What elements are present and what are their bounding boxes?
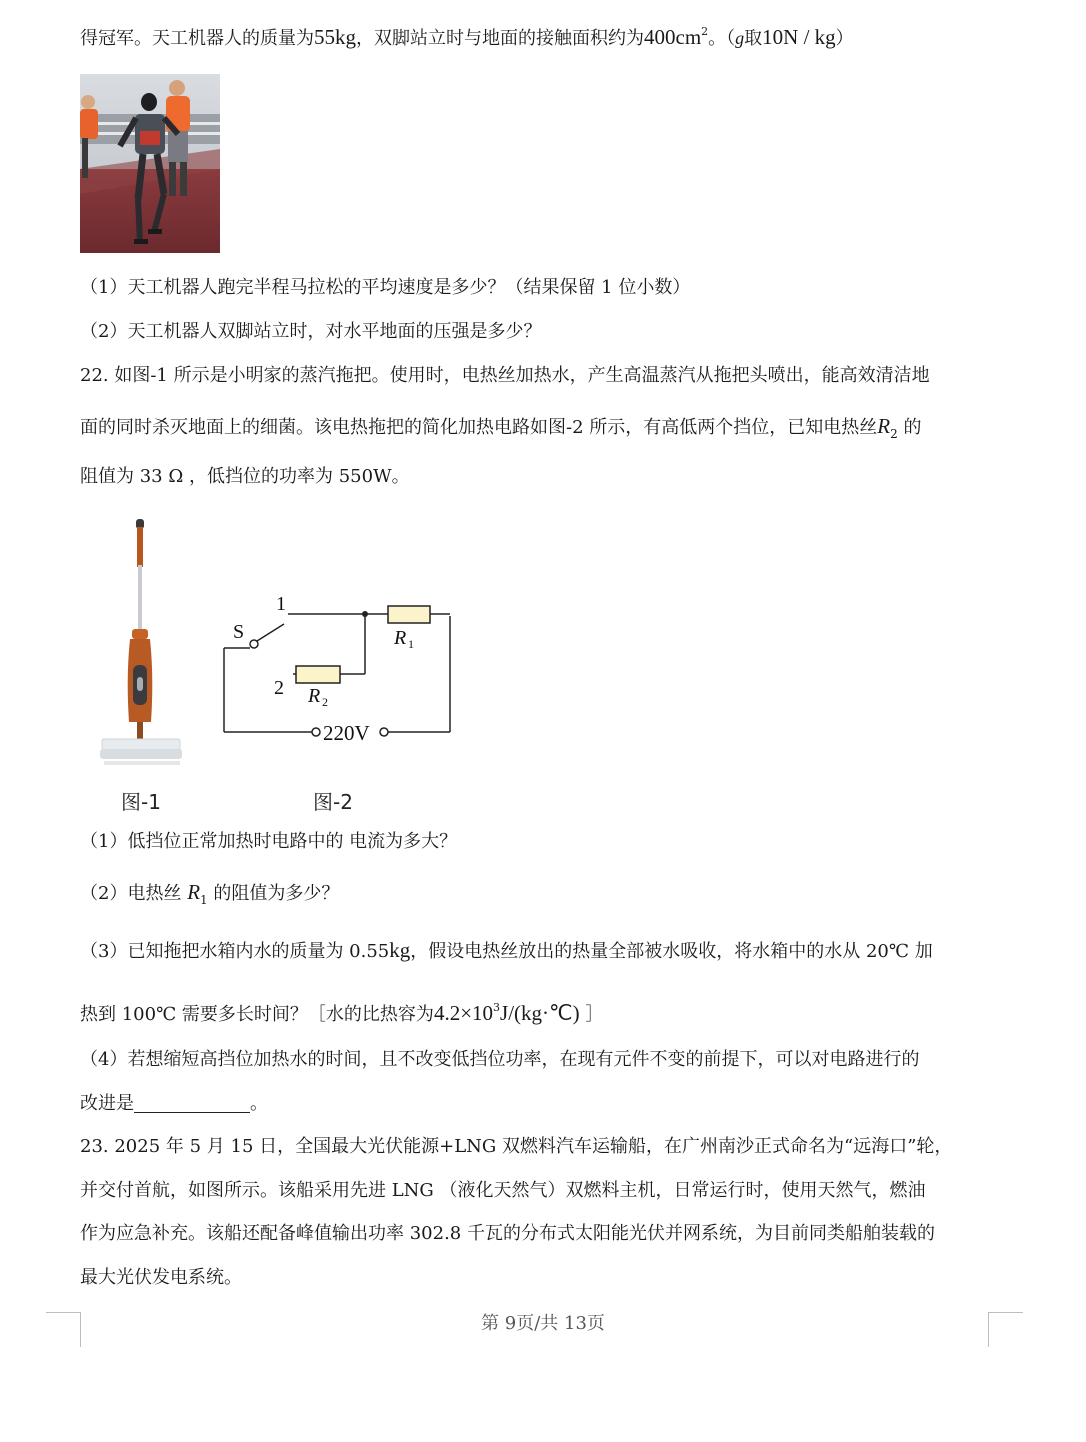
specific-heat-exponent: 3 (493, 1001, 501, 1014)
q22-line2 (80, 414, 921, 446)
intro-line (80, 20, 854, 51)
q23-line1: 23. 2025 年 5 月 15 日，全国最大光伏能源+LNG 双燃料汽车运输船，在广州南沙正式命名为“远海口”轮， (80, 1136, 953, 1157)
intro-text-b: ，双脚站立时与地面的接触面积约为 (356, 28, 644, 49)
r1-resistor (388, 606, 430, 623)
q22-line3: 阻值为 33 Ω ，低挡位的功率为 550W。 (80, 466, 410, 487)
q22-sub3-line2 (80, 996, 603, 1027)
q23-line3: 作为应急补充。该船还配备峰值输出功率 302.8 千瓦的分布式太阳能光伏并网系统，为目前同类船舶装载的 (80, 1223, 935, 1244)
fig2-caption: 图-2 (313, 790, 353, 814)
q22-sub3-text-b: ，假设电热丝放出的热量全部被水吸收，将水箱中的水从 20 (410, 941, 889, 962)
r1-label: R (394, 627, 407, 649)
q22-sub3-text-c: 加 (909, 941, 933, 962)
q21-sub1: （1）天工机器人跑完半程马拉松的平均速度是多少？（结果保留 1 位小数） (80, 277, 691, 298)
g-value: 10N / kg (762, 25, 836, 49)
q22-sub3-line2-text: 热到 100℃ 需要多长时间？［水的比热容为 (80, 1004, 434, 1025)
r1-symbol: R (187, 880, 201, 904)
robot-marathon-photo (80, 74, 220, 253)
q22-sub3-line2-tail: ］ (585, 1004, 604, 1025)
q22-sub4-line2 (80, 1092, 268, 1116)
q22-sub3-line1 (80, 938, 933, 964)
specific-heat-value: 4.2×10 (433, 1001, 494, 1025)
steam-mop-figure (96, 517, 186, 773)
answer-blank[interactable] (134, 1094, 250, 1113)
q22-line2-tail: 的 (903, 417, 922, 438)
celsius-symbol: ℃ (888, 941, 910, 962)
contact-2-label: 2 (274, 677, 284, 699)
q22-sub2-text-b: 的阻值为多少？ (213, 883, 340, 904)
r2-subscript: 2 (322, 695, 328, 709)
q22-line2-text: 面的同时杀灭地面上的细菌。该电热拖把的简化加热电路如图-2 所示，有高低两个挡位，已知电热丝 (80, 417, 878, 438)
contact-1-label: 1 (276, 593, 286, 615)
page-footer: 第 9页/共 13页 (481, 1313, 605, 1334)
q22-sub4-period: 。 (250, 1093, 268, 1114)
intro-text-e: ） (835, 28, 854, 49)
specific-heat-unit: J/(kg·℃) (500, 1001, 580, 1025)
switch-label: S (233, 621, 245, 643)
q22-sub3-text-a: （3）已知拖把水箱内水的质量为 0.55 (80, 941, 390, 962)
area-value: 400cm (644, 25, 702, 49)
q22-sub4-line1: （4）若想缩短高挡位加热水的时间，且不改变低挡位功率，在现有元件不变的前提下，可以对电路进行的 (80, 1049, 920, 1070)
q22-line1: 22. 如图-1 所示是小明家的蒸汽拖把。使用时，电热丝加热水，产生高温蒸汽从拖把头喷出，能高效清洁地 (80, 365, 930, 386)
r2-subscript: 2 (890, 427, 898, 441)
q22-sub2 (80, 880, 339, 912)
source-voltage-label: 220V (323, 721, 370, 745)
fig1-caption: 图-1 (121, 790, 161, 814)
g-symbol: g (735, 28, 745, 48)
q23-line2: 并交付首航，如图所示。该船采用先进 LNG （液化天然气）双燃料主机，日常运行时，使用天然气，燃油 (80, 1180, 926, 1201)
r2-resistor (296, 666, 340, 683)
r2-symbol: R (877, 414, 891, 438)
q22-sub4-text: 改进是 (80, 1093, 134, 1114)
r1-subscript-text: 1 (200, 893, 208, 907)
intro-text-c: 。（ (708, 28, 736, 49)
intro-text-d: 取 (744, 28, 763, 49)
mass-value: 55kg (314, 25, 356, 49)
q23-line4: 最大光伏发电系统。 (80, 1267, 242, 1288)
q22-sub2-text-a: （2）电热丝 (80, 883, 182, 904)
q22-sub1: （1）低挡位正常加热时电路中的 电流为多大？ (80, 831, 458, 852)
q21-sub2: （2）天工机器人双脚站立时，对水平地面的压强是多少？ (80, 321, 542, 342)
kg-unit: kg (389, 938, 411, 962)
heating-circuit-diagram (200, 584, 480, 754)
r1-subscript: 1 (408, 637, 414, 651)
intro-text-a: 得冠军。天工机器人的质量为 (80, 28, 314, 49)
r2-label: R (308, 685, 321, 707)
area-exponent: 2 (701, 25, 709, 38)
